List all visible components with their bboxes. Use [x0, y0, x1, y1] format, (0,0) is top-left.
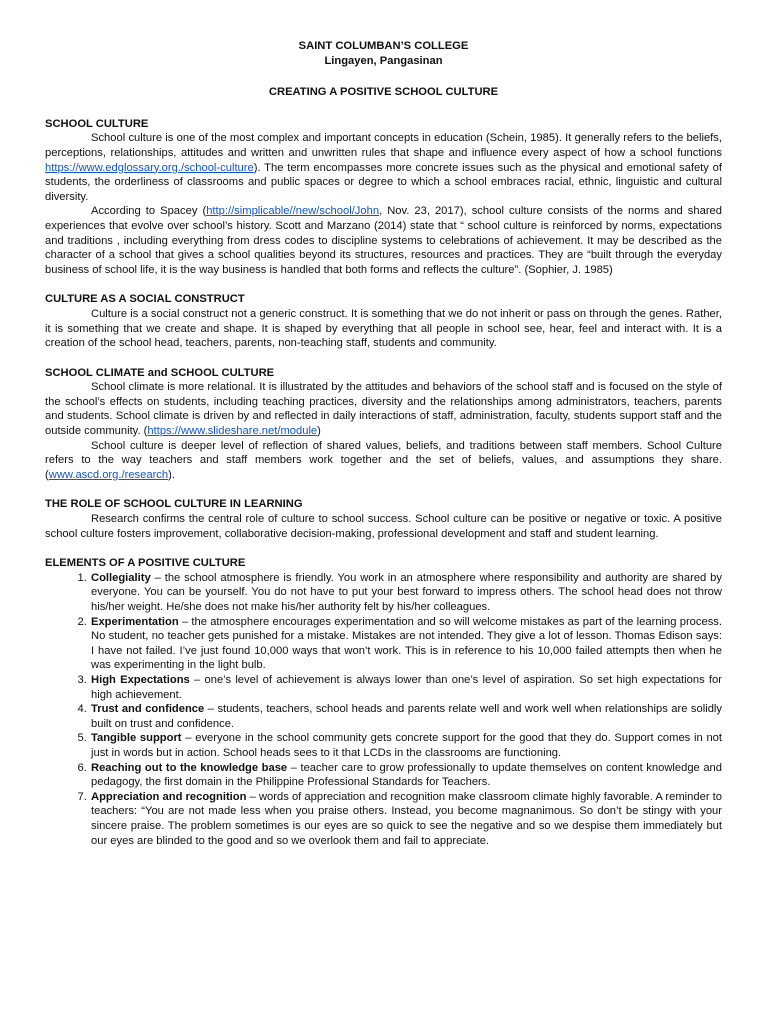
list-item — [90, 790, 722, 848]
list-item — [90, 571, 722, 615]
paragraph-climate-1 — [45, 380, 722, 438]
item-text: – the school atmosphere is friendly. You work in an atmosphere where responsibility and authority are shared by everyone. You can be yourself. You do not have to put your best forward to impress others. The school head does not throw his/her weight. He/she does not make his/her authority felt by his/her colleagues. — [91, 571, 722, 613]
item-text: – the atmosphere encourages experimentation and so will welcome mistakes as part of the learning process. No student, no teacher gets punished for a mistake. Mistakes are not intended. They give a lot of lesson. Thomas Edison says: I have not failed. I’ve just found 10,000 ways that won’t work. This is in reference to his 10,000 failed attempts then when he was experimenting in the light bulb. — [91, 615, 722, 672]
paragraph-climate-2 — [45, 439, 722, 483]
list-item — [90, 673, 722, 702]
school-location: Lingayen, Pangasinan — [324, 54, 443, 67]
heading-social-construct: CULTURE AS A SOCIAL CONSTRUCT — [45, 293, 245, 306]
item-lead: Reaching out to the knowledge base — [91, 761, 288, 774]
paragraph-social-construct: Culture is a social construct not a generic construct. It is something that we do not inherit or pass on through the genes. Rather, it is something that we create and shape. It is shaped by everything that all people in school see, hear, feel and interact with. It is a creation of the school head, teachers, parents, non-teaching staff, students and community. — [45, 307, 722, 350]
link-slideshare[interactable]: https://www.slideshare.net/module — [147, 425, 318, 438]
item-text: – words of appreciation and recognition make classroom climate highly favorable. A reminder to teachers: “You are not made less when you praise others. Instead, you become magnanimous. So don’t be stingy with your sincere praise. The problem sometimes is our eyes are so quick to see the negative and so we despise them immediately but our eyes are blinded to the good and so we overlook them and fail to appreciate. — [91, 790, 723, 847]
document-title: CREATING A POSITIVE SCHOOL CULTURE — [268, 86, 499, 99]
link-simplicable[interactable]: http://simplicable//new/school/John — [206, 205, 380, 218]
heading-role: THE ROLE OF SCHOOL CULTURE IN LEARNING — [45, 498, 303, 511]
heading-elements: ELEMENTS OF A POSITIVE CULTURE — [45, 557, 246, 570]
item-lead: Collegiality — [91, 571, 151, 584]
heading-school-climate: SCHOOL CLIMATE and SCHOOL CULTURE — [45, 366, 275, 379]
link-ascd[interactable]: www.ascd.org./research — [48, 468, 169, 481]
paragraph-school-culture-2 — [45, 204, 722, 277]
text: ). The term encompasses more concrete issues such as the physical and emotional safety of students, the orderliness of classrooms and public spaces or degree to which a school embraces racial, ethnic, linguistic and cultural diversity. — [45, 161, 722, 203]
item-lead: Tangible support — [91, 732, 182, 745]
text: School culture is deeper level of reflection of shared values, beliefs, and traditions between staff members. School Culture refers to the way teachers and staff members work together and the set of beliefs, values, and assumptions they share. ( — [45, 439, 722, 481]
item-lead: Trust and confidence — [91, 703, 205, 716]
text: According to Spacey ( — [91, 205, 207, 218]
item-lead: Appreciation and recognition — [91, 790, 247, 803]
text: School climate is more relational. It is illustrated by the attitudes and behaviors of the school staff and is focused on the style of the school’s effects on students, including teaching practices, diversity and the relationships among administrators, teachers, parents and students. School climate is driven by and reflected in daily interactions of staff, administration, faculty, students support staff and the outside community. ( — [45, 381, 722, 438]
heading-school-culture: SCHOOL CULTURE — [45, 117, 149, 130]
list-item — [90, 615, 722, 673]
item-lead: Experimentation — [91, 615, 179, 628]
text: School culture is one of the most complex and important concepts in education (Schein, 1985). It generally refers to the beliefs, perceptions, relationships, attitudes and written and unwritten rules that shape and influence every aspect of how a school functions — [45, 132, 722, 159]
item-lead: High Expectations — [91, 673, 190, 686]
item-text: – one’s level of achievement is always lower than one’s level of aspiration. So set high expectations for high achievement. — [91, 673, 722, 701]
item-text: – teacher care to grow professionally to update themselves on content knowledge and pedagogy, the first domain in the Philippine Professional Standards for Teachers. — [91, 761, 722, 789]
list-item — [90, 702, 722, 731]
list-item — [90, 761, 722, 790]
item-text: – students, teachers, school heads and parents relate well and work well when relationships are solidly built on trust and confidence. — [91, 703, 722, 730]
school-name: SAINT COLUMBAN’S COLLEGE — [298, 40, 469, 52]
text: ). — [168, 468, 175, 481]
paragraph-school-culture-1 — [45, 131, 722, 204]
text: , Nov. 23, 2017), school culture consists of the norms and shared experiences that evolve over school’s history. Scott and Marzano (2014) state that “ school culture is reinforced by norms, expectations and traditions , including everything from dress codes to discipline systems to celebrations of achievement. It may be described as the character of a school that gives a school qualities beyond its structures, resources and practices. They are “built through the everyday business of school life, it is the way business is handled that both forms and reflects the culture”. (Sophier, J. 1985) — [45, 205, 722, 276]
text: ) — [317, 425, 321, 438]
link-edglossary[interactable]: https://www.edglossary.org./school-culture — [45, 161, 254, 174]
item-text: – everyone in the school community gets concrete support for the good that they do. Support comes in not just in words but in action. School heads sees to it that LCDs in the classrooms are functioning. — [91, 732, 722, 759]
paragraph-role: Research confirms the central role of culture to school success. School culture can be positive or negative or toxic. A positive school culture fosters improvement, collaborative decision-making, professional development and staff and student learning. — [45, 513, 722, 540]
list-item — [90, 731, 722, 760]
elements-list — [45, 571, 722, 848]
